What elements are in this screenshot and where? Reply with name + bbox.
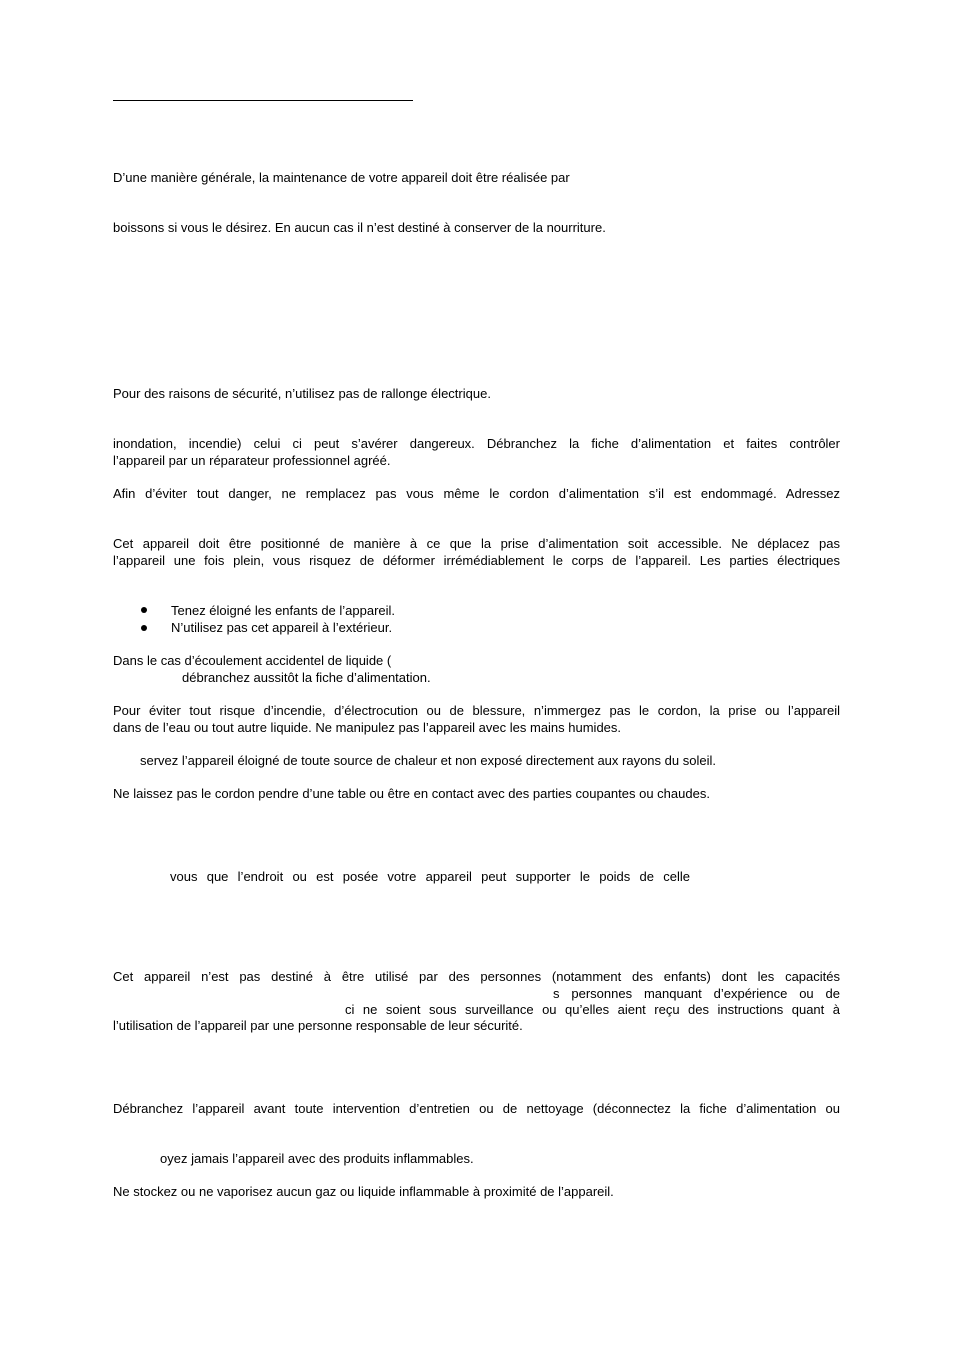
header-underline xyxy=(113,100,413,101)
paragraph-incendie-line2: dans de l’eau ou tout autre liquide. Ne manipulez pas l’appareil avec les mains humides. xyxy=(113,720,622,735)
paragraph-liquide-line1: Dans le cas d’écoulement accidentel de liquide ( xyxy=(113,653,392,668)
paragraph-capacites-line2: s personnes manquant d’expérience ou de xyxy=(553,986,840,1001)
bullet-item-enfants: Tenez éloigné les enfants de l’appareil. xyxy=(171,603,396,618)
bullet-dot xyxy=(141,607,147,613)
paragraph-debranchez: Débranchez l’appareil avant toute intervention d’entretien ou de nettoyage (déconnectez la fiche d’alimentation ou xyxy=(113,1101,840,1116)
paragraph-gaz: Ne stockez ou ne vaporisez aucun gaz ou liquide inflammable à proximité de l’appareil. xyxy=(113,1184,614,1199)
paragraph-liquide-line2: débranchez aussitôt la fiche d’alimentation. xyxy=(182,670,431,685)
bullet-dot xyxy=(141,625,147,631)
paragraph-boissons: boissons si vous le désirez. En aucun cas il n’est destiné à conserver de la nourriture. xyxy=(113,220,606,235)
paragraph-position-line1: Cet appareil doit être positionné de manière à ce que la prise d’alimentation soit accessible. Ne déplacez pas xyxy=(113,536,840,551)
paragraph-inondation-line1: inondation, incendie) celui ci peut s’avérer dangereux. Débranchez la fiche d’alimentation et faites contrôler xyxy=(113,436,840,451)
paragraph-incendie-line1: Pour éviter tout risque d’incendie, d’électrocution ou de blessure, n’immergez pas le cordon, la prise ou l’appareil xyxy=(113,703,840,718)
paragraph-maintenance: D’une manière générale, la maintenance de votre appareil doit être réalisée par xyxy=(113,170,570,185)
bullet-item-exterieur: N’utilisez pas cet appareil à l’extérieur. xyxy=(171,620,393,635)
paragraph-cordon: Afin d’éviter tout danger, ne remplacez pas vous même le cordon d’alimentation s’il est endommagé. Adressez xyxy=(113,486,840,501)
paragraph-rallonge: Pour des raisons de sécurité, n’utilisez pas de rallonge électrique. xyxy=(113,386,491,401)
paragraph-capacites-line1: Cet appareil n’est pas destiné à être utilisé par des personnes (notamment des enfants) dont les capacités xyxy=(113,969,840,984)
paragraph-inondation-line2: l’appareil par un réparateur professionnel agréé. xyxy=(113,453,391,468)
paragraph-inflammables: oyez jamais l’appareil avec des produits inflammables. xyxy=(160,1151,474,1166)
paragraph-poids: vous que l’endroit ou est posée votre appareil peut supporter le poids de celle xyxy=(170,869,690,884)
paragraph-table: Ne laissez pas le cordon pendre d’une table ou être en contact avec des parties coupantes ou chaudes. xyxy=(113,786,710,801)
paragraph-position-line2: l’appareil une fois plein, vous risquez de déformer irrémédiablement le corps de l’appareil. Les parties électriques xyxy=(113,553,840,568)
paragraph-chaleur: servez l’appareil éloigné de toute source de chaleur et non exposé directement aux rayons du soleil. xyxy=(140,753,716,768)
paragraph-capacites-line4: l’utilisation de l’appareil par une personne responsable de leur sécurité. xyxy=(113,1018,523,1033)
paragraph-capacites-line3: ci ne soient sous surveillance ou qu’elles aient reçu des instructions quant à xyxy=(345,1002,840,1017)
